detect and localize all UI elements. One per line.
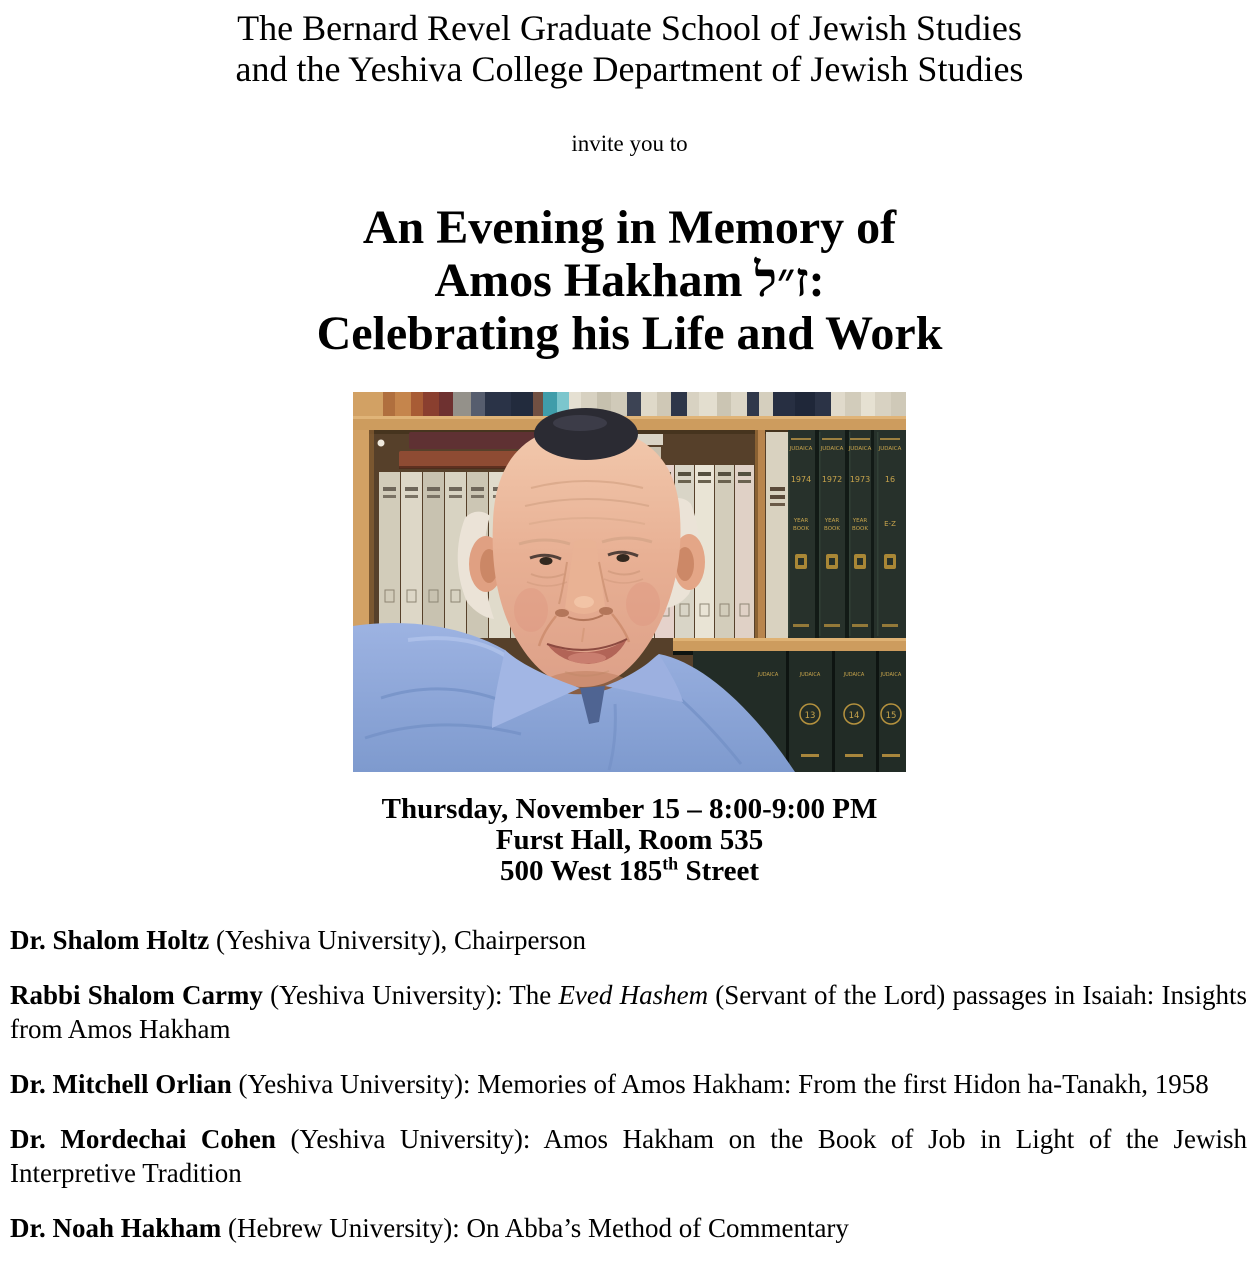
- speaker-topic: (Yeshiva University): The: [262, 980, 559, 1010]
- speaker-name: Dr. Noah Hakham: [10, 1213, 222, 1243]
- street-ordinal-suffix: th: [662, 853, 679, 874]
- svg-text:JUDAICA: JUDAICA: [880, 672, 902, 678]
- svg-text:JUDAICA: JUDAICA: [820, 446, 844, 452]
- svg-text:YEAR: YEAR: [852, 518, 868, 524]
- kippah: [534, 408, 638, 460]
- speaker-topic-italic: Eved Hashem: [558, 980, 709, 1010]
- speaker-list: [10, 923, 1247, 1245]
- institution-line-1: The Bernard Revel Graduate School of Jewish Studies: [237, 8, 1022, 48]
- svg-text:1973: 1973: [849, 475, 871, 484]
- speaker-entry: [10, 923, 1247, 957]
- svg-text:JUDAICA: JUDAICA: [848, 446, 872, 452]
- event-title-line-2: Amos Hakham ז״ל:: [434, 254, 825, 307]
- speaker-topic: (Hebrew University): On Abba’s Method of Commentary: [221, 1213, 849, 1243]
- event-details: [0, 794, 1259, 887]
- speaker-topic: (Yeshiva University): Amos Hakham on the Book of Job in Light of the Jewish Interpretive Tradition: [10, 1124, 1247, 1188]
- svg-text:E-Z: E-Z: [884, 520, 896, 528]
- svg-text:15: 15: [885, 711, 897, 721]
- svg-text:BOOK: BOOK: [824, 526, 840, 532]
- svg-text:16: 16: [884, 475, 896, 484]
- svg-text:JUDAICA: JUDAICA: [878, 446, 902, 452]
- event-date-time: Thursday, November 15 – 8:00-9:00 PM: [381, 793, 878, 825]
- svg-text:YEAR: YEAR: [824, 518, 840, 524]
- speaker-name: Dr. Mitchell Orlian: [10, 1069, 232, 1099]
- shelf-frame-corner: [353, 392, 383, 418]
- svg-text:JUDAICA: JUDAICA: [789, 446, 813, 452]
- top-shelf-books: [381, 392, 906, 416]
- speaker-entry: [10, 978, 1247, 1046]
- institution-line-2: and the Yeshiva College Department of Jewish Studies: [235, 49, 1024, 89]
- speaker-name: Dr. Mordechai Cohen: [10, 1124, 276, 1154]
- shelf-divider: [755, 430, 765, 638]
- event-title-line-3: Celebrating his Life and Work: [316, 307, 943, 360]
- svg-text:14: 14: [848, 711, 860, 721]
- speaker-entry: [10, 1211, 1247, 1245]
- speaker-name: Rabbi Shalom Carmy: [10, 980, 263, 1010]
- event-photo: [353, 392, 906, 772]
- speaker-topic: (Yeshiva University), Chairperson: [209, 925, 586, 955]
- invite-text: invite you to: [571, 131, 688, 156]
- svg-text:YEAR: YEAR: [793, 518, 809, 524]
- institution-header: [0, 0, 1259, 90]
- event-title: [0, 201, 1259, 360]
- svg-text:13: 13: [804, 711, 816, 721]
- event-address: 500 West 185th Street: [500, 853, 759, 887]
- svg-text:JUDAICA: JUDAICA: [799, 672, 821, 678]
- svg-text:BOOK: BOOK: [852, 526, 868, 532]
- svg-text:BOOK: BOOK: [793, 526, 809, 532]
- speaker-entry: [10, 1067, 1247, 1101]
- speaker-entry: [10, 1122, 1247, 1190]
- event-venue: Furst Hall, Room 535: [495, 824, 764, 856]
- svg-text:1974: 1974: [790, 475, 812, 484]
- svg-text:JUDAICA: JUDAICA: [757, 672, 779, 678]
- event-photo-container: [0, 392, 1259, 772]
- event-title-line-1: An Evening in Memory of: [362, 201, 897, 254]
- speaker-name: Dr. Shalom Holtz: [10, 925, 210, 955]
- svg-text:JUDAICA: JUDAICA: [843, 672, 865, 678]
- tan-book: [766, 432, 788, 638]
- speaker-topic-cont: (Servant of the Lord) passages in Isaiah: Insights from Amos Hakham: [10, 980, 1248, 1044]
- speaker-topic: (Yeshiva University): Memories of Amos Hakham: From the first Hidon ha-Tanakh, 1958: [231, 1069, 1209, 1099]
- judaica-volumes-upper: [788, 430, 906, 638]
- svg-text:1972: 1972: [821, 475, 843, 484]
